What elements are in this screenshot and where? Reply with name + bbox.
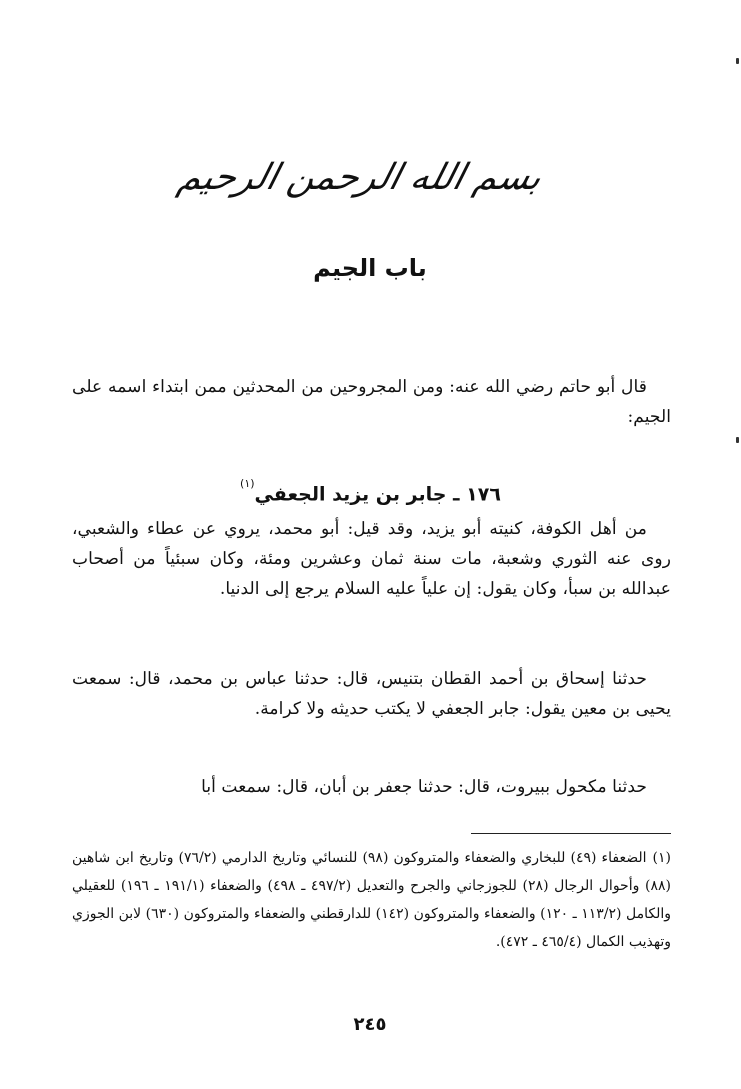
basmala-calligraphy: بسم الله الرحمن الرحيم: [174, 157, 547, 198]
footnote-divider: [471, 833, 671, 834]
footnote: [72, 844, 671, 956]
footnote-marker: (١): [652, 850, 672, 866]
entry-heading: [150, 472, 591, 512]
biography-paragraph: من أهل الكوفة، كنيته أبو يزيد، وقد قيل: أبو محمد، يروي عن عطاء والشعبي، روى عنه الثوري وشعبة، مات سنة ثمان وعشرين ومئة، وكان سبئياً من أصحاب عبدالله بن سبأ، وكان يقول: إن علياً عليه السلام يرجع إلى الدنيا.: [72, 519, 671, 599]
narration-paragraph: حدثنا مكحول ببيروت، قال: حدثنا جعفر بن أبان، قال: سمعت أبا: [201, 777, 647, 797]
chapter-title: باب الجيم: [313, 254, 427, 282]
margin-mark: [736, 58, 739, 64]
margin-mark: [736, 437, 739, 443]
footnote-reference[interactable]: (١): [240, 477, 255, 490]
narration-paragraph: حدثنا إسحاق بن أحمد القطان بتنيس، قال: حدثنا عباس بن محمد، قال: سمعت يحيى بن معين يقول: جابر الجعفي لا يكتب حديثه ولا كرامة.: [72, 669, 671, 719]
footnote-text: الضعفاء (٤٩) للبخاري والضعفاء والمتروكون (٩٨) للنسائي وتاريخ الدارمي (٧٦/٢) وتاريخ ابن شاهين (٨٨) وأحوال الرجال (٢٨) للجوزجاني والجرح والتعديل (٤٩٧/٢ ـ ٤٩٨) والضعفاء (١٩١/١ ـ ١٩٦) للعقيلي والكامل (١١٣/٢ ـ ١٢٠) والضعفاء والمتروكون (١٤٢) للدارقطني والضعفاء والمتروكون (٦٣٠) لابن الجوزي وتهذيب الكمال (٤٦٥/٤ ـ ٤٧٢).: [72, 850, 671, 950]
intro-paragraph: قال أبو حاتم رضي الله عنه: ومن المجروحين من المحدثين ممن ابتداء اسمه على الجيم:: [72, 377, 671, 427]
entry-title: ١٧٦ ـ جابر بن يزيد الجعفي: [254, 483, 501, 506]
page-number: ٢٤٥: [353, 1014, 387, 1035]
